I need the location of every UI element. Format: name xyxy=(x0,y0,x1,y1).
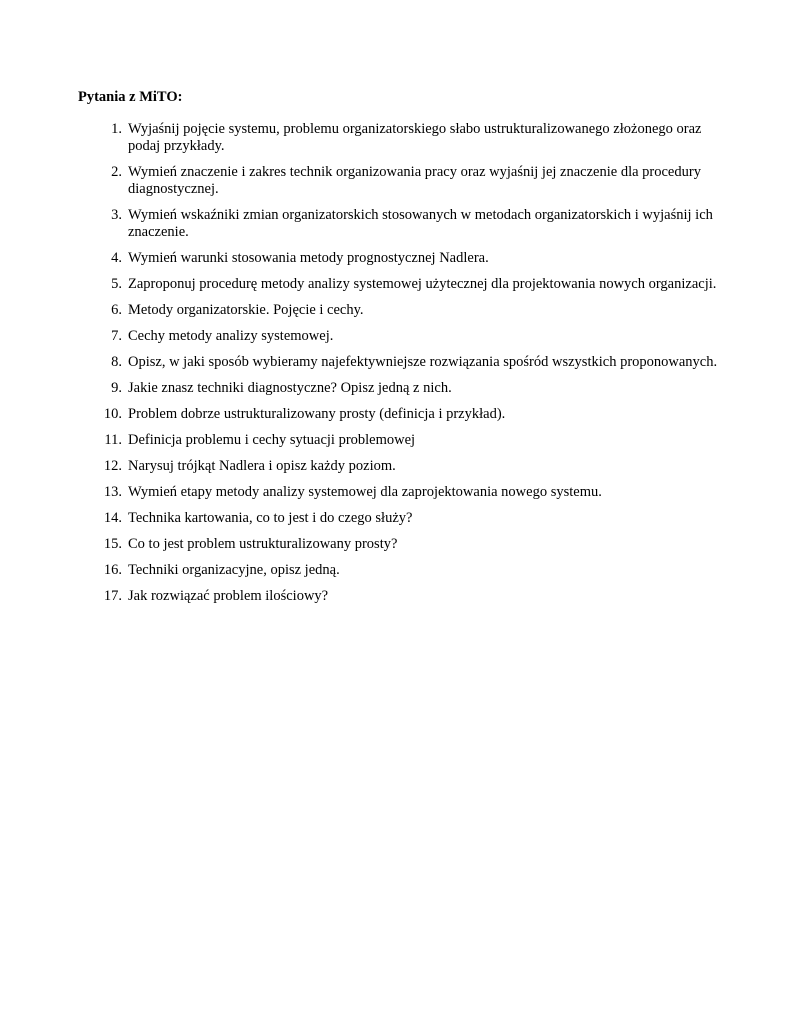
question-text: Opisz, w jaki sposób wybieramy najefektywniejsze rozwiązania spośród wszystkich proponowanych. xyxy=(128,354,718,370)
question-item xyxy=(78,250,728,267)
question-text: Technika kartowania, co to jest i do czego służy? xyxy=(128,510,413,526)
question-number: 2. xyxy=(111,164,122,180)
question-item xyxy=(78,302,728,319)
question-item xyxy=(78,121,728,155)
question-item xyxy=(78,484,728,501)
question-number: 11. xyxy=(104,432,122,448)
question-text: Wymień etapy metody analizy systemowej dla zaprojektowania nowego systemu. xyxy=(128,484,602,500)
question-text: Co to jest problem ustrukturalizowany prosty? xyxy=(128,536,398,552)
question-number: 13. xyxy=(103,484,122,500)
question-item xyxy=(78,432,728,449)
question-number: 8. xyxy=(111,354,122,370)
question-number: 6. xyxy=(111,302,122,318)
question-number: 17. xyxy=(103,588,122,604)
question-item xyxy=(78,328,728,345)
question-item xyxy=(78,406,728,423)
question-item xyxy=(78,276,728,293)
question-text: Wymień warunki stosowania metody prognostycznej Nadlera. xyxy=(128,250,489,266)
question-number: 7. xyxy=(111,328,122,344)
question-item xyxy=(78,164,728,198)
question-text: Definicja problemu i cechy sytuacji problemowej xyxy=(128,432,416,448)
question-text: Wymień znaczenie i zakres technik organizowania pracy oraz wyjaśnij jej znaczenie dla procedury diagnostycznej. xyxy=(128,164,701,197)
question-item xyxy=(78,536,728,553)
question-number: 4. xyxy=(111,250,122,266)
question-item xyxy=(78,380,728,397)
question-number: 3. xyxy=(111,207,122,223)
question-text: Problem dobrze ustrukturalizowany prosty (definicja i przykład). xyxy=(128,406,506,422)
question-text: Wymień wskaźniki zmian organizatorskich stosowanych w metodach organizatorskich i wyjaśnij ich znaczenie. xyxy=(128,207,713,240)
question-number: 15. xyxy=(103,536,122,552)
question-text: Cechy metody analizy systemowej. xyxy=(128,328,334,344)
question-item xyxy=(78,562,728,579)
question-text: Metody organizatorskie. Pojęcie i cechy. xyxy=(128,302,364,318)
question-number: 12. xyxy=(103,458,122,474)
question-number: 9. xyxy=(111,380,122,396)
question-list xyxy=(78,121,728,614)
question-text: Wyjaśnij pojęcie systemu, problemu organizatorskiego słabo ustrukturalizowanego złożonego oraz podaj przykłady. xyxy=(128,121,702,154)
question-text: Jakie znasz techniki diagnostyczne? Opisz jedną z nich. xyxy=(128,380,452,396)
question-number: 10. xyxy=(103,406,122,422)
question-text: Zaproponuj procedurę metody analizy systemowej użytecznej dla projektowania nowych organizacji. xyxy=(128,276,717,292)
document-title: Pytania z MiTO: xyxy=(78,89,183,105)
question-item xyxy=(78,207,728,241)
question-text: Techniki organizacyjne, opisz jedną. xyxy=(128,562,340,578)
question-item xyxy=(78,458,728,475)
question-item xyxy=(78,510,728,527)
question-number: 14. xyxy=(103,510,122,526)
question-item xyxy=(78,354,728,371)
question-number: 16. xyxy=(103,562,122,578)
question-item xyxy=(78,588,728,605)
question-number: 5. xyxy=(111,276,122,292)
question-text: Narysuj trójkąt Nadlera i opisz każdy poziom. xyxy=(128,458,396,474)
question-text: Jak rozwiązać problem ilościowy? xyxy=(128,588,329,604)
question-number: 1. xyxy=(111,121,122,137)
